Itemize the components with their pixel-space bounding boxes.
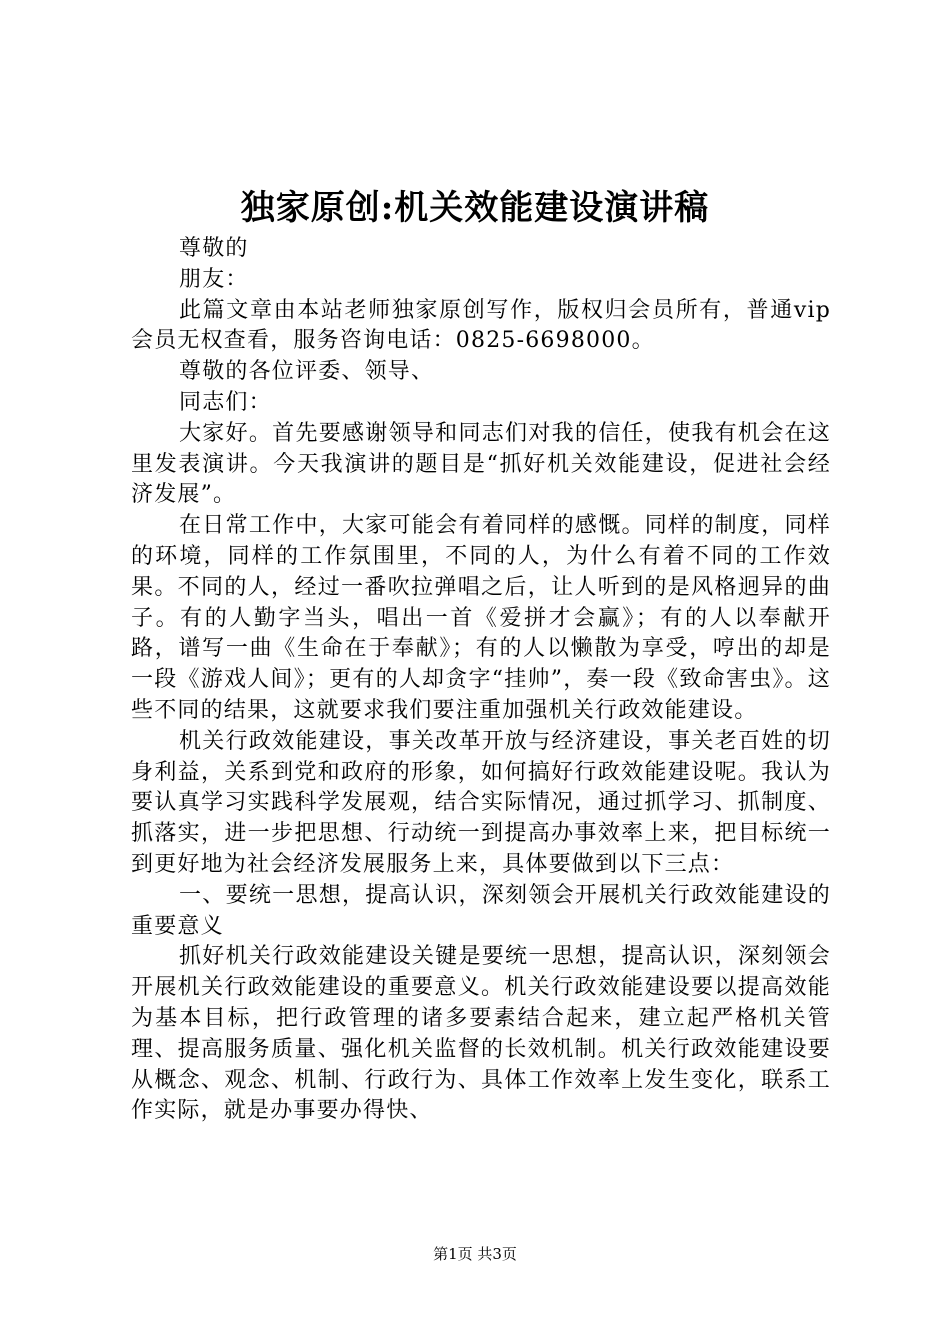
greeting-line-2: 同志们： [179, 389, 272, 415]
page-number-footer: 第1页 共3页 [433, 1245, 517, 1263]
salutation-line-2: 朋友： [179, 266, 249, 292]
salutation-line-1: 尊敬的 [179, 236, 249, 261]
body-paragraph: 大家好。首先要感谢领导和同志们对我的信任，使我有机会在这里发表演讲。今天我演讲的题目是“抓好机关效能建设，促进社会经济发展”。 [131, 420, 831, 508]
section-heading: 一、要统一思想，提高认识，深刻领会开展机关行政效能建设的重要意义 [131, 882, 831, 939]
document-title: 独家原创:机关效能建设演讲稿 [240, 188, 710, 228]
body-paragraph: 抓好机关行政效能建设关键是要统一思想，提高认识，深刻领会开展机关行政效能建设的重要意义。机关行政效能建设要以提高效能为基本目标，把行政管理的诸多要素结合起来，建立起严格机关管理、提高服务质量、强化机关监督的长效机制。机关行政效能建设要从概念、观念、机制、行政行为、具体工作效率上发生变化，联系工作实际，就是办事要办得快、 [131, 944, 831, 1124]
body-paragraph: 在日常工作中，大家可能会有着同样的感慨。同样的制度，同样的环境，同样的工作氛围里，不同的人，为什么有着不同的工作效果。不同的人，经过一番吹拉弹唱之后，让人听到的是风格迥异的曲子。有的人勤字当头，唱出一首《爱拼才会赢》；有的人以奉献开路，谱写一曲《生命在于奉献》；有的人以懒散为享受，哼出的却是一段《游戏人间》；更有的人却贪字“挂帅”，奏一段《致命害虫》。这些不同的结果，这就要求我们要注重加强机关行政效能建设。 [131, 513, 831, 723]
body-paragraph: 机关行政效能建设，事关改革开放与经济建设，事关老百姓的切身利益，关系到党和政府的形象，如何搞好行政效能建设呢。我认为要认真学习实践科学发展观，结合实际情况，通过抓学习、抓制度、抓落实，进一步把思想、行动统一到提高办事效率上来，把目标统一到更好地为社会经济发展服务上来，具体要做到以下三点： [131, 728, 831, 877]
greeting-line-1: 尊敬的各位评委、领导、 [179, 359, 435, 385]
copyright-notice: 此篇文章由本站老师独家原创写作，版权归会员所有，普通vip会员无权查看，服务咨询电话：0825-6698000。 [131, 297, 831, 354]
document-body [131, 234, 831, 1127]
